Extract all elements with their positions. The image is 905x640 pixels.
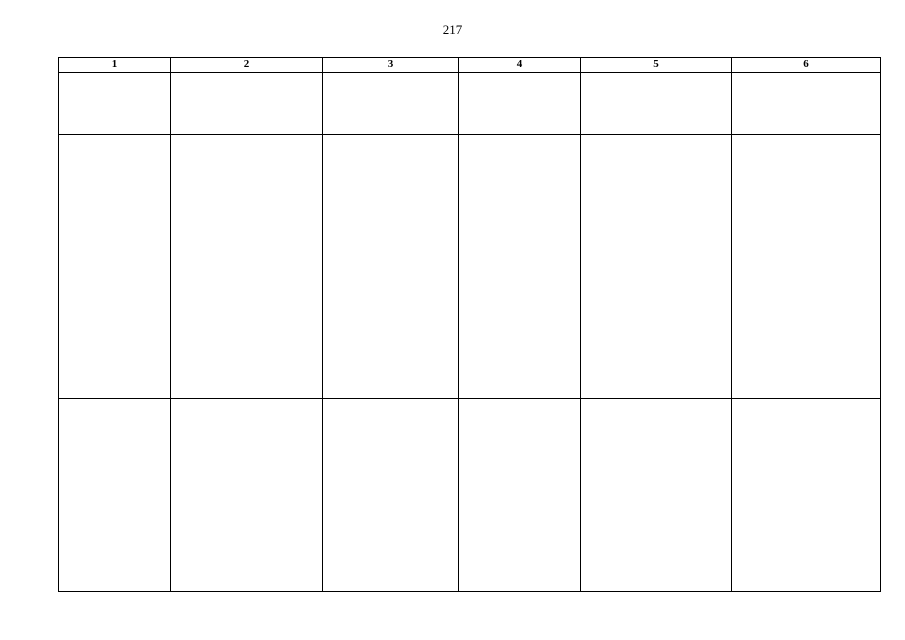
table-header-row	[59, 58, 881, 73]
table-cell	[171, 398, 323, 591]
table-cell	[732, 134, 881, 398]
table-cell	[732, 72, 881, 134]
table-cell	[59, 398, 171, 591]
table-row	[59, 72, 881, 134]
table-cell	[171, 72, 323, 134]
land-use-table	[58, 57, 881, 592]
column-header: 3	[323, 58, 459, 73]
column-header: 5	[581, 58, 732, 73]
table-cell	[459, 72, 581, 134]
table-cell	[323, 134, 459, 398]
page-number: 217	[442, 22, 463, 37]
table-cell	[581, 134, 732, 398]
table-cell	[732, 398, 881, 591]
table-cell	[323, 72, 459, 134]
table-cell	[59, 72, 171, 134]
table-row	[59, 398, 881, 591]
column-header: 2	[171, 58, 323, 73]
column-header: 1	[59, 58, 171, 73]
table-cell	[59, 134, 171, 398]
table-cell	[323, 398, 459, 591]
table-cell	[459, 398, 581, 591]
table-cell	[171, 134, 323, 398]
table-cell	[581, 398, 732, 591]
table-cell	[459, 134, 581, 398]
column-header: 4	[459, 58, 581, 73]
table-cell	[581, 72, 732, 134]
column-header: 6	[732, 58, 881, 73]
table-row	[59, 134, 881, 398]
